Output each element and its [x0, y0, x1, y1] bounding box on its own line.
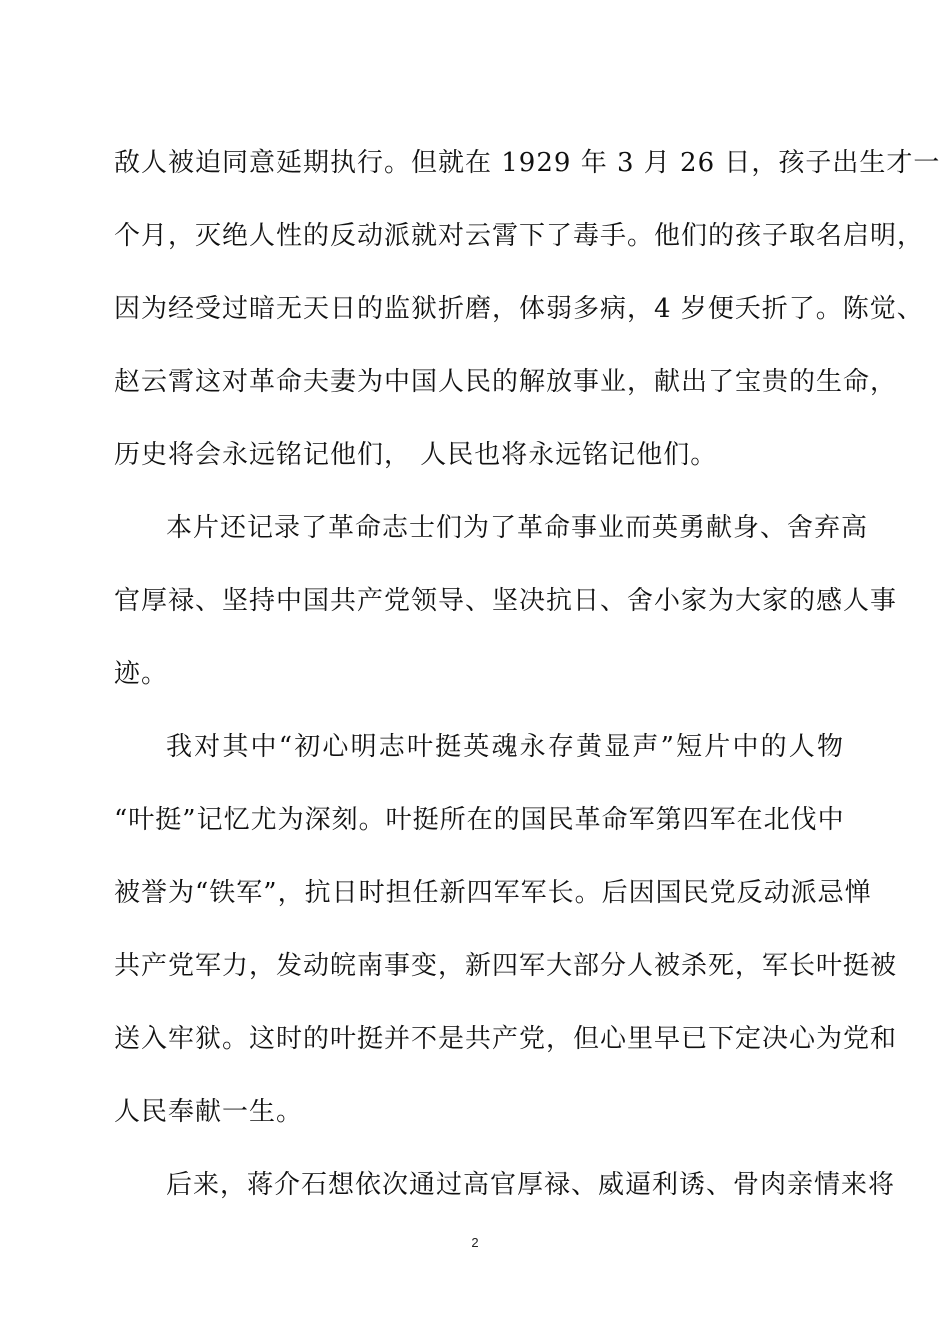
- text-line: 历史将会永远铭记他们， 人民也将永远铭记他们。: [114, 440, 718, 470]
- text-line: 人民奉献一生。: [114, 1097, 304, 1127]
- text-line: “叶挺”记忆尤为深刻。叶挺所在的国民革命军第四军在北伐中: [114, 805, 845, 835]
- text-line: 敌人被迫同意延期执行。但就在 1929 年 3 月 26 日，孩子出生才一: [114, 148, 941, 178]
- text-line: 迹。: [114, 659, 169, 689]
- paragraph-first-line: 我对其中“初心明志叶挺英魂永存黄显声”短片中的人物: [166, 732, 844, 762]
- page-number: 2: [471, 1235, 479, 1250]
- text-line: 个月，灭绝人性的反动派就对云霄下了毒手。他们的孩子取名启明，: [114, 221, 925, 251]
- text-line: 送入牢狱。这时的叶挺并不是共产党，但心里早已下定决心为党和: [114, 1024, 898, 1054]
- text-line: 赵云霄这对革命夫妻为中国人民的解放事业，献出了宝贵的生命，: [114, 367, 898, 397]
- text-line: 被誉为“铁军”，抗日时担任新四军军长。后因国民党反动派忌惮: [114, 878, 872, 908]
- text-line: 因为经受过暗无天日的监狱折磨，体弱多病，4 岁便夭折了。陈觉、: [114, 294, 924, 324]
- text-line: 共产党军力，发动皖南事变，新四军大部分人被杀死，军长叶挺被: [114, 951, 898, 981]
- paragraph-first-line: 本片还记录了革命志士们为了革命事业而英勇献身、舍弃高: [166, 513, 869, 543]
- text-line: 官厚禄、坚持中国共产党领导、坚决抗日、舍小家为大家的感人事: [114, 586, 898, 616]
- paragraph-first-line: 后来，蒋介石想依次通过高官厚禄、威逼利诱、骨肉亲情来将: [166, 1170, 896, 1200]
